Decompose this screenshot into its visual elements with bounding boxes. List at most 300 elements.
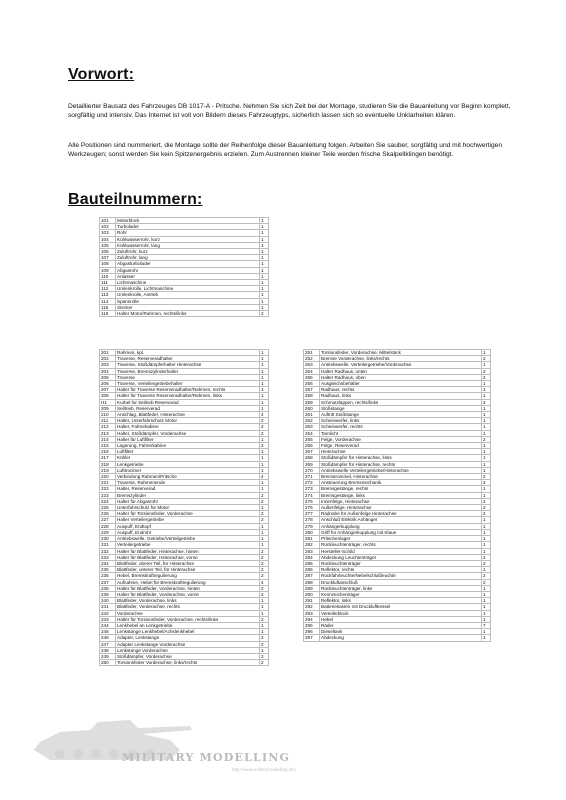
part-number: 209 [100,405,116,411]
part-number: 105 [100,242,116,248]
part-name: Rückleuchtenträger, rechts [320,542,482,548]
part-number: 222 [100,486,116,492]
part-quantity: 2 [260,567,269,573]
part-number: 102 [100,224,116,230]
part-number: 114 [100,298,116,304]
part-name: Unterfahrschutz für Motor [116,505,260,511]
part-number: 274 [304,492,320,498]
part-quantity: 1 [260,230,269,236]
part-number: 226 [100,511,116,517]
part-quantity: 4 [260,474,269,480]
parts-table-engine [99,217,269,317]
part-number: 293 [304,610,320,616]
part-number: 107 [100,255,116,261]
part-name: Turbolader [116,224,260,230]
part-name: Stoßdämpfer für Hinterachse, rechts [320,461,482,467]
part-name: Halter für Blattfeder, Hinterachse, vorne [116,554,260,560]
part-quantity: 1 [482,629,491,635]
part-quantity: 1 [260,436,269,442]
table-row [100,660,269,666]
part-name: Halter Motor/Rahmen, rechts/links [116,311,260,317]
part-quantity: 1 [260,405,269,411]
part-quantity: 2 [260,498,269,504]
part-number: 104 [100,236,116,242]
part-quantity: 1 [260,242,269,248]
part-quantity: 1 [260,598,269,604]
part-name: Antriebswelle, Getriebe/Verteilgetriebe [116,536,260,542]
part-quantity: 2 [482,573,491,579]
part-number: 268 [304,455,320,461]
part-quantity: 2 [260,616,269,622]
part-number: 205 [100,374,116,380]
part-quantity: 1 [260,286,269,292]
part-name: Kurbel für Seilrieb Reserverad [116,399,260,405]
part-quantity: 1 [482,610,491,616]
part-number: 112 [100,286,116,292]
part-number: 210 [100,412,116,418]
part-name: Traverse, Rahmenende [116,480,260,486]
part-name: Anlasser [116,273,260,279]
part-name: Verteilerblock [320,610,482,616]
part-quantity: 1 [260,542,269,548]
part-name: Bremse Vorderachse, links/rechts [320,356,482,362]
part-number: 286 [304,567,320,573]
part-number: 239 [100,591,116,597]
part-quantity: 1 [482,455,491,461]
part-name: Halter Radhaus, unten [320,368,482,374]
part-quantity: 2 [260,660,269,666]
part-number: 219 [100,467,116,473]
part-name: Umlenkrolle, Lichtmaschine [116,286,260,292]
part-name: Vorderachse [116,610,260,616]
part-quantity: 2 [482,579,491,585]
part-quantity: 1 [482,443,491,449]
part-name: Kühler [116,455,260,461]
part-name: Scheinwerfer, links [320,418,482,424]
part-quantity: 2 [260,430,269,436]
part-number: 278 [304,517,320,523]
part-name: Räder [320,622,482,628]
part-name: Adapter Lenkstange Vorderachse [116,641,260,647]
part-quantity: 2 [260,591,269,597]
part-number: 265 [304,436,320,442]
part-number: 288 [304,579,320,585]
part-name: Reflektor, links [320,598,482,604]
vorwort-paragraph-2: Alle Positionen sind nummeriert, die Montage sollte der Reihenfolge dieser Bauanleitung folgen. Arbeiten Sie sauber, sorgfältig und mit hochwertigen Werkzeugen; sonst werden Sie kein Spitzenergebnis erzielen. Zum Austrennen kleiner Teile werden frische Skalpellklingen benötigt. [68,142,502,158]
part-number: 116 [100,311,116,317]
part-number: 250 [100,660,116,666]
part-quantity: 1 [260,381,269,387]
part-quantity: 1 [260,368,269,374]
part-name: Halter für Abgasrohr [116,498,260,504]
part-name: Blattfeder, oberer Teil, für Hinterachse [116,560,260,566]
part-name: Radnabe für Außenfelge Hinterachse [320,511,482,517]
part-quantity: 1 [260,350,269,356]
part-number: 224 [100,498,116,504]
part-number: 290 [304,591,320,597]
part-number: 115 [100,304,116,310]
part-name: Antriebswelle Verteilergetriebe/Hinterachse [320,467,482,473]
part-name: Seiltrieb, Reserverad [116,405,260,411]
part-quantity: 1 [260,261,269,267]
part-number: 231 [100,542,116,548]
part-quantity: 1 [260,362,269,368]
part-quantity: 1 [260,280,269,286]
part-quantity: 1 [260,304,269,310]
part-name: Griff für Anhängerkupplung mit Klaue [320,529,482,535]
part-quantity: 1 [482,604,491,610]
part-quantity: 1 [482,598,491,604]
part-number: 281 [304,536,320,542]
part-number: 106 [100,249,116,255]
part-number: 204 [100,368,116,374]
part-name: Stoßdämpfer für Hinterachse, links [320,455,482,461]
part-number: 273 [304,486,320,492]
part-name: Halter Verteilergetriebe [116,517,260,523]
part-name: Felge, Reserverad [320,443,482,449]
part-quantity: 1 [482,635,491,641]
part-quantity: 7 [482,622,491,628]
part-number: 277 [304,511,320,517]
part-name: Stecker [116,304,260,310]
part-number: 251 [304,350,320,356]
part-number: 113 [100,292,116,298]
part-name: Anhängerkupplung [320,523,482,529]
part-name: Ausgleichsbehälter [320,381,482,387]
part-quantity: 2 [260,548,269,554]
part-quantity: 1 [260,249,269,255]
part-quantity: 1 [260,505,269,511]
part-quantity: 1 [482,393,491,399]
part-quantity: 1 [260,218,269,224]
part-name: Kühlwasserrohr, kurz [116,236,260,242]
part-name: Halter für Traverse Reserveradhalter/Rahmen, links [116,393,260,399]
part-quantity: 1 [260,629,269,635]
part-quantity: 1 [482,362,491,368]
part-number: 237 [100,579,116,585]
part-name: Rohr [116,230,260,236]
part-quantity: 1 [260,255,269,261]
part-number: 267 [304,449,320,455]
part-number: 295 [304,622,320,628]
part-name: Druckluftanschluß [320,579,482,585]
part-quantity: 2 [260,517,269,523]
part-number: 243 [100,616,116,622]
part-name: Bremsgestänge, links [320,492,482,498]
part-number: 279 [304,523,320,529]
part-quantity: 1 [260,529,269,535]
part-quantity: 4 [260,579,269,585]
part-name: Auftritt Stoßstange [320,412,482,418]
part-number: 258 [304,393,320,399]
part-number: 211 [100,418,116,424]
part-name: Rahmen, kpl. [116,350,260,356]
part-quantity: 2 [482,399,491,405]
part-quantity: 1 [482,449,491,455]
part-number: 215 [100,443,116,449]
part-number: 241 [100,604,116,610]
part-quantity: 1 [482,616,491,622]
part-number: 294 [304,616,320,622]
part-number: 228 [100,523,116,529]
part-name: Kühlwasserrohr, lang [116,242,260,248]
part-number: 269 [304,461,320,467]
part-name: Blattfeder, Vorderachse, links [116,598,260,604]
part-name: Torsionsfeder Vorderachse, links/rechts [116,660,260,666]
part-quantity: 1 [260,622,269,628]
part-name: Batteriekasten mit Druckluftkessel [320,604,482,610]
part-name: Torsionsfeder, Vorderachse, Mittelstück [320,350,482,356]
part-number: 270 [304,467,320,473]
part-number: 259 [304,399,320,405]
part-number: 207 [100,387,116,393]
part-name: Hebel, Bremskraftregulierung [116,573,260,579]
part-number: 110 [100,273,116,279]
part-number: 291 [304,598,320,604]
part-quantity: 2 [482,436,491,442]
part-quantity: 2 [260,443,269,449]
part-name: Blattfeder, unterer Teil, für Hinterachse [116,567,260,573]
part-name: Lagerung, Fahrerkabine [116,443,260,449]
part-quantity: 1 [482,492,491,498]
part-number: 249 [100,653,116,659]
part-number: 255 [304,374,320,380]
part-name: Hebel [320,616,482,622]
part-quantity: 1 [260,523,269,529]
part-number: 230 [100,536,116,542]
part-number: 283 [304,548,320,554]
part-name: Halter für Torsionsfeder, Vorderachse, rechts/links [116,616,260,622]
part-number: 297 [304,635,320,641]
part-quantity: 1 [260,393,269,399]
part-quantity: 4 [260,412,269,418]
part-quantity: 2 [260,492,269,498]
part-quantity: 2 [260,424,269,430]
part-name: Hinterachse [320,449,482,455]
part-number: 220 [100,474,116,480]
parts-table-chassis-left [99,349,269,666]
part-name: Traverse [116,374,260,380]
part-number: 254 [304,368,320,374]
part-quantity: 1 [482,591,491,597]
part-name: Spannrolle [116,298,260,304]
part-number: 275 [304,498,320,504]
part-quantity: 2 [260,635,269,641]
part-name: Bremsgestänge, rechts [320,486,482,492]
part-name: Auspuff, Endrohr [116,529,260,535]
part-number: 253 [304,362,320,368]
part-number: 280 [304,529,320,535]
part-quantity: 1 [482,430,491,436]
part-quantity: 2 [482,480,491,486]
part-number: 282 [304,542,320,548]
part-quantity: 1 [482,585,491,591]
part-name: Bremszylinder [116,492,260,498]
part-quantity: 1 [260,236,269,242]
part-number: 108 [100,261,116,267]
part-name: Innenfelge, Hinterachse [320,498,482,504]
part-quantity: 1 [482,542,491,548]
part-quantity: 1 [482,418,491,424]
part-quantity: 1 [482,412,491,418]
part-name: Rückleuchtenträger [320,560,482,566]
part-name: Auspuff, Endtopf [116,523,260,529]
part-quantity: 2 [260,573,269,579]
part-quantity: 2 [260,418,269,424]
part-quantity: 1 [260,647,269,653]
part-quantity: 1 [482,529,491,535]
part-name: Antriebswelle, Verteilergetriebe/Vorderachse [320,362,482,368]
part-quantity: 1 [260,480,269,486]
bauteilnummern-heading: Bauteilnummern: [68,191,203,208]
part-quantity: 1 [260,610,269,616]
part-number: 266 [304,443,320,449]
part-quantity: 1 [260,374,269,380]
part-quantity: 2 [482,511,491,517]
part-name: Halter für Traverse Reserveradhalter/Rahmen, rechts [116,387,260,393]
part-quantity: 1 [260,449,269,455]
part-name: Dieseltank [320,629,482,635]
part-name: Scheinwerfer, rechts [320,424,482,430]
part-number: 247 [100,641,116,647]
part-name: Lichtmaschine [116,280,260,286]
part-name: Halter, Reserverad [116,486,260,492]
part-name: Adapter, Lenkstange [116,635,260,641]
part-name: Lenkstange Lenkhebel/Achslenkhebel [116,629,260,635]
part-name: Traverse, Bremszylinderhalter [116,368,260,374]
part-quantity: 1 [482,517,491,523]
watermark-url: http://www.militarymodelling.info [232,767,297,772]
part-name: Luftfilter [116,449,260,455]
part-quantity: 1 [260,536,269,542]
part-number: 212 [100,424,116,430]
part-number: 242 [100,610,116,616]
part-quantity: 2 [482,560,491,566]
part-name: Reflektor, rechts [320,567,482,573]
part-name: Kennzeichenträger [320,591,482,597]
part-number: 214 [100,436,116,442]
part-quantity: 2 [260,554,269,560]
part-name: Felge, Vorderachse [320,436,482,442]
part-number: 235 [100,567,116,573]
part-quantity: 1 [482,387,491,393]
part-name: Schmutzlappen, rechts/links [320,399,482,405]
part-quantity: 2 [482,374,491,380]
part-number: 225 [100,505,116,511]
part-number: 272 [304,480,320,486]
part-name: Halter, Stoßdämpfer, Vorderachse [116,430,260,436]
part-name: Halter, Fahrerkabine [116,424,260,430]
part-name: Blattfeder, Vorderachse, rechts [116,604,260,610]
part-number: 238 [100,585,116,591]
part-number: 227 [100,517,116,523]
part-name: Stoßstange [320,405,482,411]
part-number: 252 [304,356,320,362]
part-number: 223 [100,492,116,498]
part-number: 271 [304,474,320,480]
part-name: Verteilergetriebe [116,542,260,548]
part-name: Stoßdämpfer, Vorderachse [116,653,260,659]
part-quantity: 2 [482,554,491,560]
vorwort-paragraph-1: Detaillierter Bausatz des Fahrzeuges DB 1017-A - Pritsche. Nehmen Sie sich Zeit bei der Montage, studieren Sie die Bauanleitung vor Beginn komplett, sorgfältig und intensiv. Das Internet ist voll von Bildern dieses Fahrzeugtyps, sicherlich lassen sich so eventuelle Unklarheiten klären. [68,103,511,119]
part-number: 216 [100,449,116,455]
part-number: 101 [100,218,116,224]
part-number: 229 [100,529,116,535]
part-name: Halter für Luftfilter [116,436,260,442]
part-name: Aufnahme, Hebel für Bremskraftregulierung [116,579,260,585]
part-name: Halter, Unterfahrschutz Motor [116,418,260,424]
part-number: H1 [100,399,116,405]
part-number: 111 [100,280,116,286]
part-number: 261 [304,412,320,418]
part-number: 276 [304,505,320,511]
part-quantity: 1 [260,399,269,405]
part-number: 245 [100,629,116,635]
part-name: Zuluftrohr, kurz [116,249,260,255]
part-quantity: 1 [260,387,269,393]
parts-table-chassis-right [303,349,491,642]
part-number: 284 [304,554,320,560]
part-number: 217 [100,455,116,461]
part-quantity: 2 [482,368,491,374]
part-quantity: 2 [260,641,269,647]
part-quantity: 1 [482,548,491,554]
part-number: 233 [100,554,116,560]
part-quantity: 1 [260,267,269,273]
part-quantity: 2 [260,511,269,517]
part-quantity: 1 [260,455,269,461]
part-quantity: 1 [482,405,491,411]
part-number: 260 [304,405,320,411]
part-name: Verbindung Rahmen/Pritsche [116,474,260,480]
part-quantity: 1 [482,536,491,542]
part-name: Rückleuchtenträger, links [320,585,482,591]
part-quantity: 1 [260,486,269,492]
part-number: 213 [100,430,116,436]
part-number: 203 [100,362,116,368]
part-number: 202 [100,356,116,362]
part-name: Abdeckung [320,635,482,641]
part-quantity: 1 [482,486,491,492]
part-name: Umlenkrolle, Antrieb [116,292,260,298]
part-number: 289 [304,585,320,591]
part-name: Lufttrockner [116,467,260,473]
part-name: Rückfahrleuchte/Nebelschlußleuchte [320,573,482,579]
part-number: 256 [304,381,320,387]
part-number: 234 [100,560,116,566]
part-quantity: 1 [260,461,269,467]
part-name: Ansteuerung Bremsmechanik [320,480,482,486]
part-name: Radhaus, rechts [320,387,482,393]
part-quantity: 1 [482,523,491,529]
part-quantity: 1 [260,298,269,304]
part-quantity: 1 [260,292,269,298]
part-quantity: 1 [482,350,491,356]
part-name: Halter Radhaus, oben [320,374,482,380]
part-number: 221 [100,480,116,486]
part-name: Lenkgetriebe [116,461,260,467]
part-quantity: 2 [260,653,269,659]
table-row [304,635,491,641]
part-number: 103 [100,230,116,236]
part-name: Bremstrommel, Hinterachse [320,474,482,480]
part-quantity: 2 [482,474,491,480]
part-number: 292 [304,604,320,610]
part-name: Motorblock [116,218,260,224]
part-number: 236 [100,573,116,579]
part-number: 285 [304,560,320,566]
part-name: Traverse, Verteilergetriebehalter [116,381,260,387]
